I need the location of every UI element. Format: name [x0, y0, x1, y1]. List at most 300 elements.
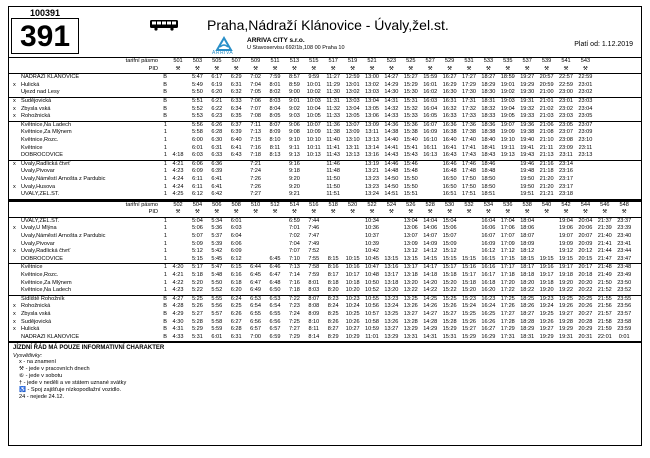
stop-name: Úvaly,Pivovar [21, 240, 55, 247]
departure-time: 23:09 [578, 129, 593, 136]
stop-name: Hulická [21, 81, 40, 88]
departure-time: 15:26 [442, 303, 457, 310]
departure-time: 19:31 [559, 333, 573, 340]
stop-row [9, 272, 641, 280]
workday-icon: ⚒ [194, 65, 200, 72]
departure-time: 20:15 [578, 255, 593, 262]
departure-time: 14:48 [384, 168, 399, 175]
departure-time: 14:22 [423, 287, 438, 294]
trip-number: 537 [522, 58, 532, 64]
trip-number: 508 [231, 201, 241, 208]
departure-time: 13:29 [384, 333, 399, 340]
departure-time: 9:06 [288, 121, 300, 128]
departure-time: 17:36 [462, 121, 476, 128]
tariff-zone: B [163, 97, 167, 104]
departure-time: 4:33 [172, 333, 184, 340]
departure-time: 14:15 [423, 255, 438, 262]
departure-time: 10:09 [306, 129, 321, 136]
workday-icon: ⚒ [447, 65, 453, 72]
departure-time: 8:03 [269, 97, 281, 104]
departure-time: 6:47 [250, 279, 262, 286]
tariff-zone: B [163, 311, 167, 317]
workday-icon: ⚒ [505, 209, 511, 216]
tariff-zone: B [163, 318, 167, 325]
departure-time: 9:20 [288, 183, 300, 190]
departure-time: 23:11 [559, 152, 573, 159]
departure-time: 23:44 [617, 248, 632, 255]
departure-time: 4:25 [172, 191, 184, 198]
departure-time: 7:27 [250, 191, 262, 198]
departure-time: 23:07 [559, 129, 573, 136]
departure-time: 19:02 [500, 89, 515, 96]
departure-time: 8:03 [308, 287, 320, 294]
stop-name: Květnice,Na Ladech [21, 121, 72, 128]
timetable-direction-2 [9, 200, 641, 343]
departure-time: 21:40 [597, 233, 612, 240]
departure-time: 10:59 [365, 326, 379, 333]
tariff-zone: 1 [163, 160, 167, 167]
tariff-zone: 1 [163, 225, 167, 232]
departure-time: 11:48 [326, 168, 340, 175]
departure-time: 15:27 [442, 311, 457, 317]
departure-time: 8:16 [327, 264, 339, 271]
departure-time: 13:17 [403, 264, 418, 271]
tariff-zone: 1 [163, 183, 167, 190]
trip-number: 515 [309, 58, 319, 64]
departure-time: 16:51 [442, 191, 457, 198]
departure-time: 19:51 [520, 191, 535, 198]
departure-time: 14:32 [384, 105, 399, 112]
departure-time: 23:11 [578, 144, 593, 151]
departure-time: 13:05 [365, 105, 379, 112]
stop-name: Úvaly,U Mlýna [21, 225, 57, 232]
departure-time: 10:03 [306, 97, 321, 104]
departure-time: 6:01 [191, 144, 203, 151]
trip-number: 527 [425, 58, 435, 64]
departure-time: 6:41 [230, 144, 242, 151]
departure-time: 7:25 [288, 318, 300, 325]
trip-number: 539 [541, 58, 552, 64]
departure-time: 14:07 [423, 233, 438, 240]
route-title: Praha,Nádraží Klánovice - Úvaly,žel.st. [207, 17, 449, 33]
departure-time: 18:31 [481, 97, 496, 104]
departure-time: 17:04 [500, 217, 515, 224]
stop-name: Úvaly,Náměstí Arnošta z Pardubic [21, 233, 106, 240]
stop-row [9, 296, 641, 304]
trip-number: 504 [192, 201, 203, 208]
stop-row [9, 264, 641, 272]
departure-time: 6:48 [269, 279, 281, 286]
request-stop-mark: x [13, 81, 16, 88]
trip-number: 529 [444, 58, 455, 64]
departure-time: 18:29 [481, 81, 496, 88]
departure-time: 19:04 [559, 217, 573, 224]
departure-time: 10:24 [345, 303, 360, 310]
workday-icon: ⚒ [253, 65, 259, 72]
trip-number: 512 [270, 201, 280, 208]
departure-time: 7:04 [288, 240, 300, 247]
departure-time: 13:06 [365, 113, 379, 120]
departure-time: 17:15 [500, 255, 515, 262]
departure-time: 8:23 [327, 295, 339, 302]
departure-time: 14:36 [384, 121, 399, 128]
departure-time: 18:22 [520, 287, 535, 294]
workday-icon: ⚒ [350, 209, 356, 216]
workday-icon: ⚒ [485, 209, 491, 216]
departure-time: 13:20 [384, 287, 399, 294]
departure-time: 6:12 [230, 255, 242, 262]
stop-row [9, 233, 641, 241]
departure-time: 7:13 [288, 264, 300, 271]
departure-time: 8:10 [308, 318, 320, 325]
workday-icon: ⚒ [214, 209, 220, 216]
departure-time: 23:10 [578, 136, 593, 143]
departure-time: 18:31 [520, 333, 535, 340]
departure-time: 15:15 [462, 255, 476, 262]
departure-time: 19:31 [520, 97, 535, 104]
departure-time: 7:55 [308, 255, 320, 262]
departure-time: 7:18 [288, 287, 300, 294]
departure-time: 6:49 [250, 287, 262, 294]
departure-time: 18:27 [520, 311, 535, 317]
departure-time: 13:19 [365, 160, 379, 167]
departure-time: 5:52 [191, 105, 203, 112]
departure-time: 19:25 [539, 311, 554, 317]
departure-time: 6:43 [230, 152, 242, 159]
departure-time: 19:22 [559, 287, 573, 294]
departure-time: 13:25 [384, 311, 399, 317]
trip-number: 535 [503, 58, 513, 64]
departure-time: 4:21 [172, 160, 184, 167]
legend-item: 24 - nejede 24.12. [19, 394, 65, 401]
departure-time: 16:41 [442, 144, 457, 151]
departure-time: 6:55 [269, 311, 281, 317]
departure-time: 20:57 [539, 74, 554, 81]
departure-time: 14:17 [423, 264, 438, 271]
departure-time: 23:17 [559, 175, 573, 182]
departure-time: 7:52 [308, 248, 320, 255]
tariff-zone: 1 [163, 248, 167, 255]
departure-time: 23:02 [578, 89, 593, 96]
departure-time: 23:41 [617, 240, 632, 247]
departure-time: 21:20 [539, 183, 554, 190]
departure-time: 19:11 [501, 144, 515, 151]
departure-time: 13:02 [345, 89, 360, 96]
departure-time: 21:41 [597, 240, 612, 247]
departure-time: 9:18 [288, 168, 300, 175]
departure-time: 23:05 [559, 121, 573, 128]
departure-time: 18:15 [520, 255, 535, 262]
departure-time: 23:01 [578, 81, 593, 88]
departure-time: 14:29 [384, 81, 399, 88]
departure-time: 4:18 [172, 152, 184, 159]
departure-time: 16:16 [481, 264, 496, 271]
company-name: ARRIVA CITY s.r.o. [247, 37, 305, 44]
departure-time: 6:55 [250, 311, 262, 317]
departure-time: 19:29 [539, 333, 554, 340]
stop-row [9, 241, 641, 249]
departure-time: 15:28 [442, 318, 457, 325]
departure-time: 7:16 [250, 144, 262, 151]
departure-time: 21:08 [539, 129, 554, 136]
trip-number: 524 [386, 201, 397, 208]
departure-time: 23:02 [559, 105, 573, 112]
departure-time: 16:27 [442, 74, 457, 81]
departure-time: 16:26 [481, 318, 496, 325]
departure-time: 17:17 [500, 264, 515, 271]
trip-number: 532 [464, 201, 474, 208]
stop-row [9, 303, 641, 311]
request-stop-mark: x [13, 160, 16, 167]
departure-time: 21:47 [597, 255, 612, 262]
trip-number: 510 [250, 201, 261, 208]
departure-time: 21:50 [597, 279, 612, 286]
stop-name: Květnice,Na Ladech [21, 287, 72, 294]
stop-name: Květnice [21, 264, 43, 271]
departure-time: 16:03 [423, 97, 438, 104]
departure-time: 7:14 [288, 272, 300, 279]
departure-time: 6:31 [211, 144, 223, 151]
departure-time: 5:04 [191, 217, 203, 224]
departure-time: 9:21 [288, 191, 300, 198]
stop-name: Sídliště Rohožník [21, 295, 65, 302]
departure-time: 6:06 [230, 240, 242, 247]
departure-time: 17:51 [462, 191, 476, 198]
trip-number: 530 [444, 201, 455, 208]
departure-time: 19:50 [520, 175, 535, 182]
departure-time: 15:25 [462, 311, 476, 317]
departure-time: 6:53 [269, 295, 281, 302]
departure-time: 8:07 [308, 295, 320, 302]
departure-time: 23:01 [559, 97, 573, 104]
departure-time: 16:31 [442, 97, 457, 104]
departure-time: 14:25 [423, 295, 438, 302]
departure-time: 5:22 [191, 287, 203, 294]
tariff-zone: B [163, 105, 167, 112]
tariff-zone: 1 [163, 287, 167, 294]
departure-time: 6:01 [230, 217, 242, 224]
departure-time: 19:18 [559, 272, 573, 279]
departure-time: 23:59 [617, 326, 632, 333]
departure-time: 6:03 [191, 152, 203, 159]
departure-time: 18:27 [481, 74, 496, 81]
departure-time: 4:24 [172, 175, 184, 182]
departure-time: 18:12 [520, 248, 535, 255]
departure-time: 13:03 [345, 97, 360, 104]
departure-time: 23:13 [578, 152, 593, 159]
stop-row [9, 113, 641, 122]
trip-number: 548 [619, 201, 629, 208]
departure-time: 7:07 [250, 105, 262, 112]
departure-time: 7:59 [269, 74, 281, 81]
workday-icon: ⚒ [350, 65, 356, 72]
workday-icon: ⚒ [369, 65, 375, 72]
stop-name: DOBROČOVICE [21, 255, 63, 262]
departure-time: 17:50 [462, 175, 476, 182]
departure-time: 22:01 [597, 333, 612, 340]
departure-time: 15:22 [442, 287, 457, 294]
departure-time: 11:40 [326, 136, 340, 143]
request-stop-mark: x [13, 105, 16, 112]
departure-time: 5:27 [191, 311, 203, 317]
departure-time: 9:02 [288, 105, 300, 112]
trip-number: 522 [367, 201, 377, 208]
departure-time: 10:37 [365, 233, 379, 240]
departure-time: 15:04 [442, 217, 457, 224]
departure-time: 11:46 [326, 160, 340, 167]
departure-time: 23:16 [559, 168, 573, 175]
departure-time: 13:14 [365, 144, 379, 151]
line-id: 100391 [29, 8, 61, 18]
trip-number: 502 [173, 201, 183, 208]
departure-time: 15:59 [423, 74, 438, 81]
stop-name: NÁDRAŽÍ KLÁNOVICE [21, 333, 80, 340]
departure-time: 10:15 [345, 255, 360, 262]
departure-time: 10:34 [365, 217, 379, 224]
departure-time: 17:50 [462, 183, 476, 190]
departure-time: 6:21 [211, 97, 223, 104]
departure-time: 5:34 [211, 217, 223, 224]
departure-time: 13:00 [365, 74, 379, 81]
departure-time: 5:58 [191, 129, 203, 136]
departure-time: 8:09 [308, 311, 320, 317]
departure-time: 23:09 [559, 144, 573, 151]
trip-number: 503 [192, 58, 203, 64]
departure-time: 23:55 [617, 295, 632, 302]
valid-from: Platí od: 1.12.2019 [574, 41, 633, 48]
departure-time: 6:56 [250, 318, 262, 325]
departure-time: 7:21 [250, 160, 262, 167]
departure-time: 8:04 [269, 105, 281, 112]
departure-time: 18:09 [520, 240, 535, 247]
workday-icon: ⚒ [272, 209, 278, 216]
departure-time: 15:31 [403, 97, 418, 104]
departure-time: 6:50 [269, 287, 281, 294]
tariff-zone: 1 [163, 152, 167, 159]
tariff-zone: 1 [163, 121, 167, 128]
legend-title: JÍZDNÍ ŘÁD MÁ POUZE INFORMATIVNÍ CHARAKTER [13, 345, 165, 352]
departure-time: 19:50 [520, 183, 535, 190]
departure-time: 7:24 [250, 168, 262, 175]
departure-time: 6:41 [211, 175, 223, 182]
departure-time: 16:29 [442, 81, 457, 88]
departure-time: 6:01 [211, 333, 223, 340]
departure-time: 6:09 [230, 248, 242, 255]
departure-time: 19:27 [520, 74, 535, 81]
departure-time: 13:07 [403, 233, 418, 240]
departure-time: 17:25 [500, 295, 515, 302]
tariff-zone: B [163, 303, 167, 310]
trip-number: 523 [386, 58, 397, 64]
stop-name: Sudějovická [21, 318, 52, 325]
departure-time: 13:16 [384, 264, 399, 271]
departure-time: 6:47 [269, 272, 281, 279]
departure-time: 6:31 [230, 333, 242, 340]
workday-icon: ⚒ [621, 209, 627, 216]
departure-time: 5:15 [191, 255, 203, 262]
departure-time: 6:11 [192, 183, 203, 190]
tariff-zone: 1 [163, 233, 167, 240]
departure-time: 13:09 [403, 240, 418, 247]
request-stop-mark: x [13, 97, 16, 104]
departure-time: 16:48 [442, 168, 457, 175]
departure-time: 19:20 [559, 279, 573, 286]
departure-time: 8:13 [269, 152, 281, 159]
departure-time: 15:18 [442, 272, 457, 279]
departure-time: 8:05 [269, 113, 281, 120]
departure-time: 17:06 [500, 225, 515, 232]
trip-number: 534 [483, 201, 494, 208]
departure-time: 19:30 [520, 89, 535, 96]
departure-time: 21:48 [597, 264, 612, 271]
departure-time: 21:21 [539, 191, 554, 198]
departure-time: 16:50 [442, 175, 457, 182]
departure-time: 6:56 [269, 318, 281, 325]
departure-time: 13:27 [384, 326, 399, 333]
departure-time: 5:42 [211, 248, 223, 255]
stop-name: Hulická [21, 326, 40, 333]
departure-time: 9:10 [288, 136, 300, 143]
departure-time: 16:04 [423, 105, 438, 112]
departure-time: 13:11 [365, 129, 379, 136]
departure-time: 19:13 [500, 152, 515, 159]
departure-time: 7:59 [308, 272, 320, 279]
trip-number: 531 [464, 58, 474, 64]
departure-time: 13:27 [403, 311, 418, 317]
departure-time: 7:44 [308, 217, 320, 224]
departure-time: 16:30 [442, 89, 457, 96]
stop-name: Úvaly,Radlická čtvrť [21, 248, 71, 255]
departure-time: 18:04 [520, 217, 535, 224]
stop-row [9, 176, 641, 184]
departure-time: 9:01 [288, 97, 300, 104]
departure-time: 4:28 [172, 303, 184, 310]
tariff-zone: B [163, 326, 167, 333]
departure-time: 6:03 [230, 225, 242, 232]
departure-time: 6:37 [230, 121, 242, 128]
departure-time: 5:59 [211, 326, 223, 333]
departure-time: 15:31 [442, 333, 457, 340]
trip-number: 507 [231, 58, 241, 64]
departure-time: 19:40 [520, 136, 535, 143]
departure-time: 20:59 [539, 81, 554, 88]
stop-row [9, 218, 641, 226]
stop-name: Zbysla vská [21, 105, 51, 112]
workday-icon: ⚒ [233, 65, 239, 72]
departure-time: 15:30 [403, 89, 418, 96]
departure-time: 5:31 [191, 333, 203, 340]
departure-time: 18:50 [481, 183, 496, 190]
workday-icon: ⚒ [563, 65, 569, 72]
departure-time: 13:23 [365, 183, 379, 190]
departure-time: 21:49 [597, 272, 612, 279]
tariff-zone: 1 [163, 240, 167, 247]
departure-time: 21:52 [597, 287, 612, 294]
departure-time: 21:11 [539, 144, 554, 151]
departure-time: 6:54 [269, 303, 281, 310]
departure-time: 7:23 [288, 303, 300, 310]
departure-time: 6:35 [230, 113, 242, 120]
departure-time: 8:18 [327, 279, 339, 286]
departure-time: 15:50 [403, 175, 418, 182]
departure-time: 15:51 [403, 191, 418, 198]
departure-time: 14:38 [384, 129, 399, 136]
trip-number: 521 [367, 58, 377, 64]
departure-time: 5:29 [191, 326, 203, 333]
departure-time: 8:10 [269, 136, 281, 143]
departure-time: 10:47 [365, 264, 379, 271]
departure-time: 15:29 [442, 326, 457, 333]
